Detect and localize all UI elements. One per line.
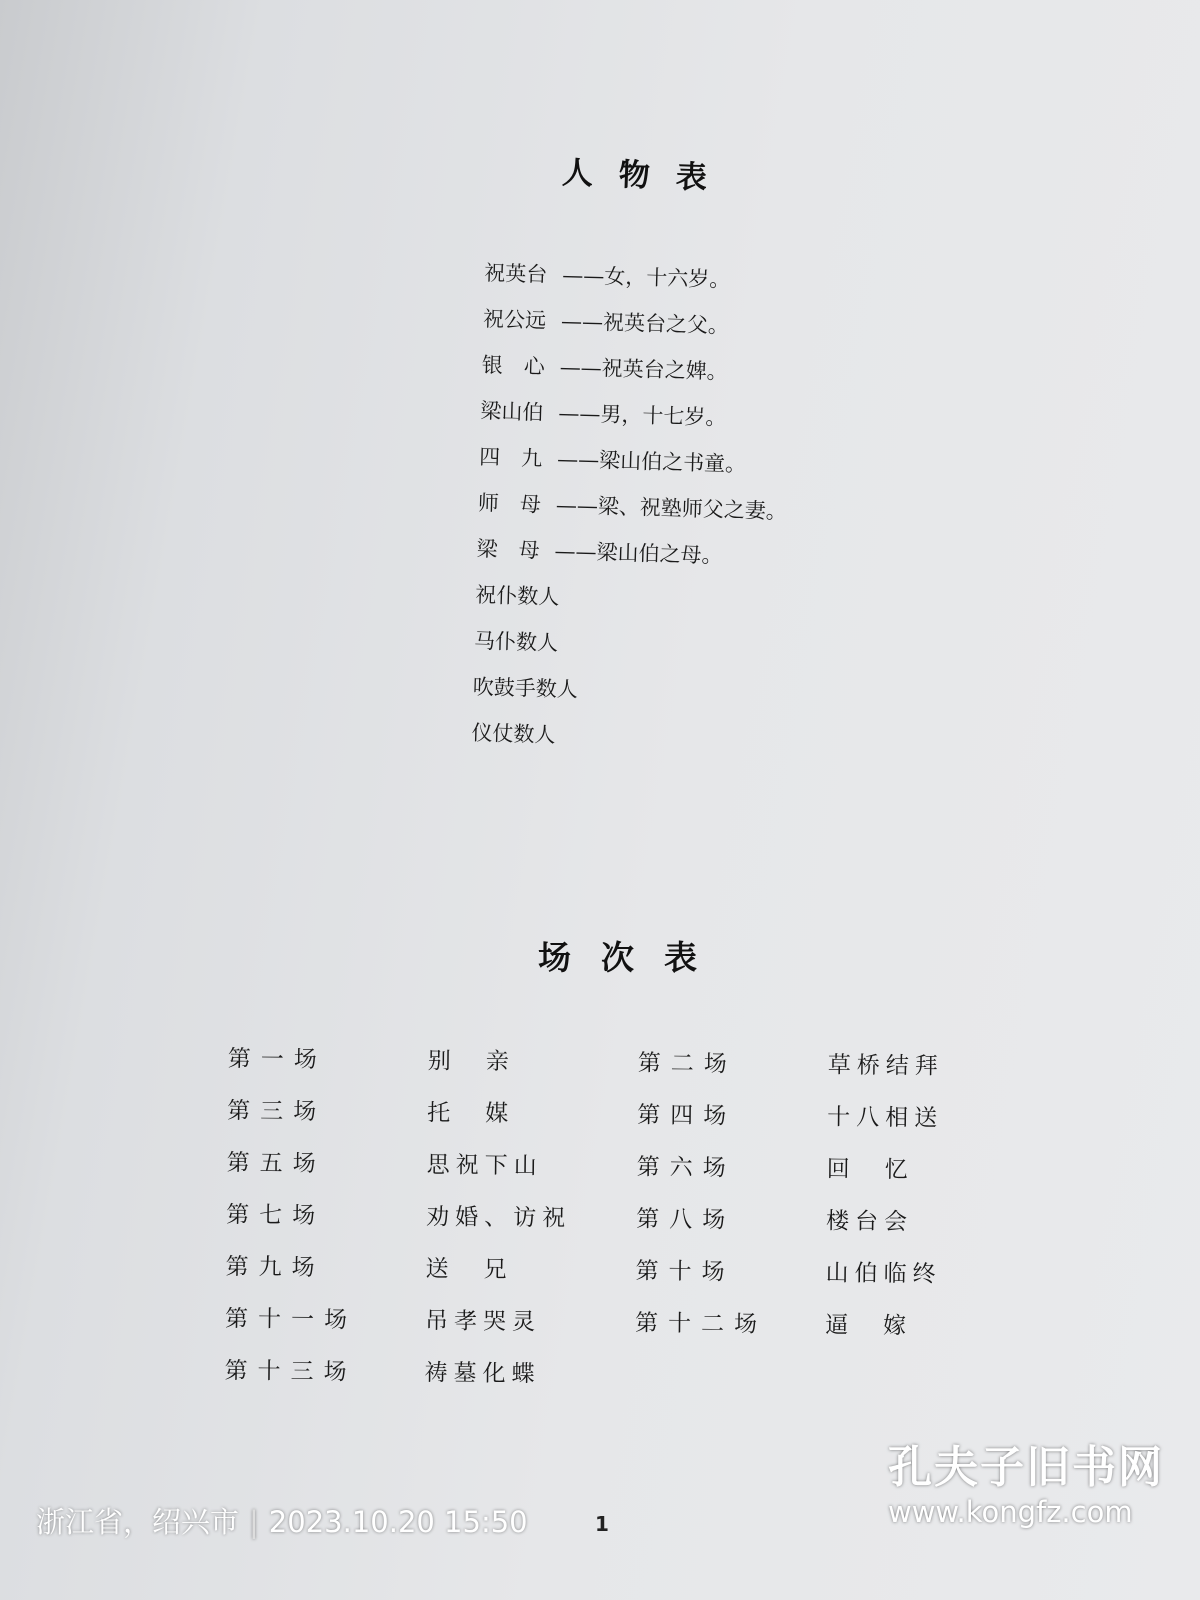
character-description: ——祝英台之父。 (560, 309, 730, 338)
page-number: 1 (595, 1512, 609, 1536)
scene-title: 送 兄 (425, 1256, 513, 1284)
character-name: 吹鼓手数人 (472, 674, 579, 702)
scene-title: 回 忆 (826, 1156, 914, 1184)
character-name: 仪仗数人 (471, 720, 556, 748)
scene-title: 托 媒 (427, 1100, 515, 1128)
scene-number: 第三场 (227, 1098, 327, 1126)
scene-number: 第八场 (636, 1206, 736, 1234)
character-description: ——梁山伯之母。 (554, 539, 723, 568)
watermark-url: www.kongfz.com (888, 1495, 1133, 1529)
scene-row (217, 1092, 958, 1152)
scene-title: 逼 嫁 (824, 1312, 913, 1340)
character-description: ——梁、祝塾师父之妻。 (555, 493, 788, 524)
scene-number: 第五场 (226, 1150, 326, 1178)
character-description: ——祝英台之婢。 (559, 355, 729, 384)
scene-row (215, 1300, 956, 1360)
character-description: ——男，十七岁。 (558, 401, 727, 430)
scene-number: 第四场 (637, 1102, 737, 1130)
scene-number: 第一场 (227, 1046, 327, 1074)
characters-heading: 人物表 (561, 155, 734, 197)
character-description: ——梁山伯之书童。 (556, 447, 747, 477)
photo-separator: | (249, 1505, 259, 1539)
scene-number: 第十场 (635, 1258, 735, 1286)
scene-title: 劝婚、访祝 (426, 1204, 572, 1232)
scene-number: 第二场 (637, 1050, 737, 1078)
character-name: 银 心 (481, 352, 546, 379)
character-name: 祝公远 (482, 306, 547, 333)
scene-number: 第九场 (225, 1254, 325, 1282)
scene-number: 第十一场 (224, 1306, 358, 1334)
character-name: 祝英台 (484, 260, 548, 287)
scene-row (214, 1352, 955, 1412)
character-name: 师 母 (477, 490, 542, 517)
scene-row (216, 1196, 957, 1256)
scene-title: 祷墓化蝶 (424, 1360, 541, 1388)
scene-number: 第十二场 (634, 1310, 768, 1338)
character-name: 马仆数人 (473, 628, 559, 656)
scene-row (216, 1144, 957, 1204)
scene-row (215, 1248, 956, 1308)
site-watermark (888, 1442, 1168, 1530)
scene-title: 山伯临终 (825, 1260, 942, 1288)
character-name: 四 九 (478, 444, 543, 471)
watermark-logo: 孔夫子旧书网 (888, 1442, 1164, 1493)
scene-title: 吊孝哭灵 (424, 1308, 542, 1336)
scene-row (217, 1040, 958, 1100)
photo-datetime: 2023.10.20 15:50 (268, 1505, 528, 1539)
character-name: 梁山伯 (480, 398, 544, 425)
scene-title: 别 亲 (427, 1048, 515, 1076)
scene-number: 第十三场 (224, 1358, 357, 1386)
scene-title: 十八相送 (827, 1104, 944, 1132)
scene-title: 思祝下山 (426, 1152, 543, 1180)
scene-number: 第六场 (636, 1154, 736, 1182)
scene-number: 第七场 (226, 1202, 326, 1230)
scene-table (214, 1040, 958, 1412)
character-name: 梁 母 (476, 536, 540, 563)
character-list (471, 250, 905, 768)
character-description: ——女，十六岁。 (561, 263, 731, 292)
character-name: 祝仆数人 (475, 582, 560, 610)
scene-title: 楼台会 (825, 1208, 914, 1236)
photo-location: 浙江省，绍兴市 (36, 1505, 240, 1539)
scene-title: 草桥结拜 (827, 1052, 944, 1080)
photo-stamp (36, 1500, 528, 1541)
scenes-heading: 场次表 (538, 938, 727, 977)
